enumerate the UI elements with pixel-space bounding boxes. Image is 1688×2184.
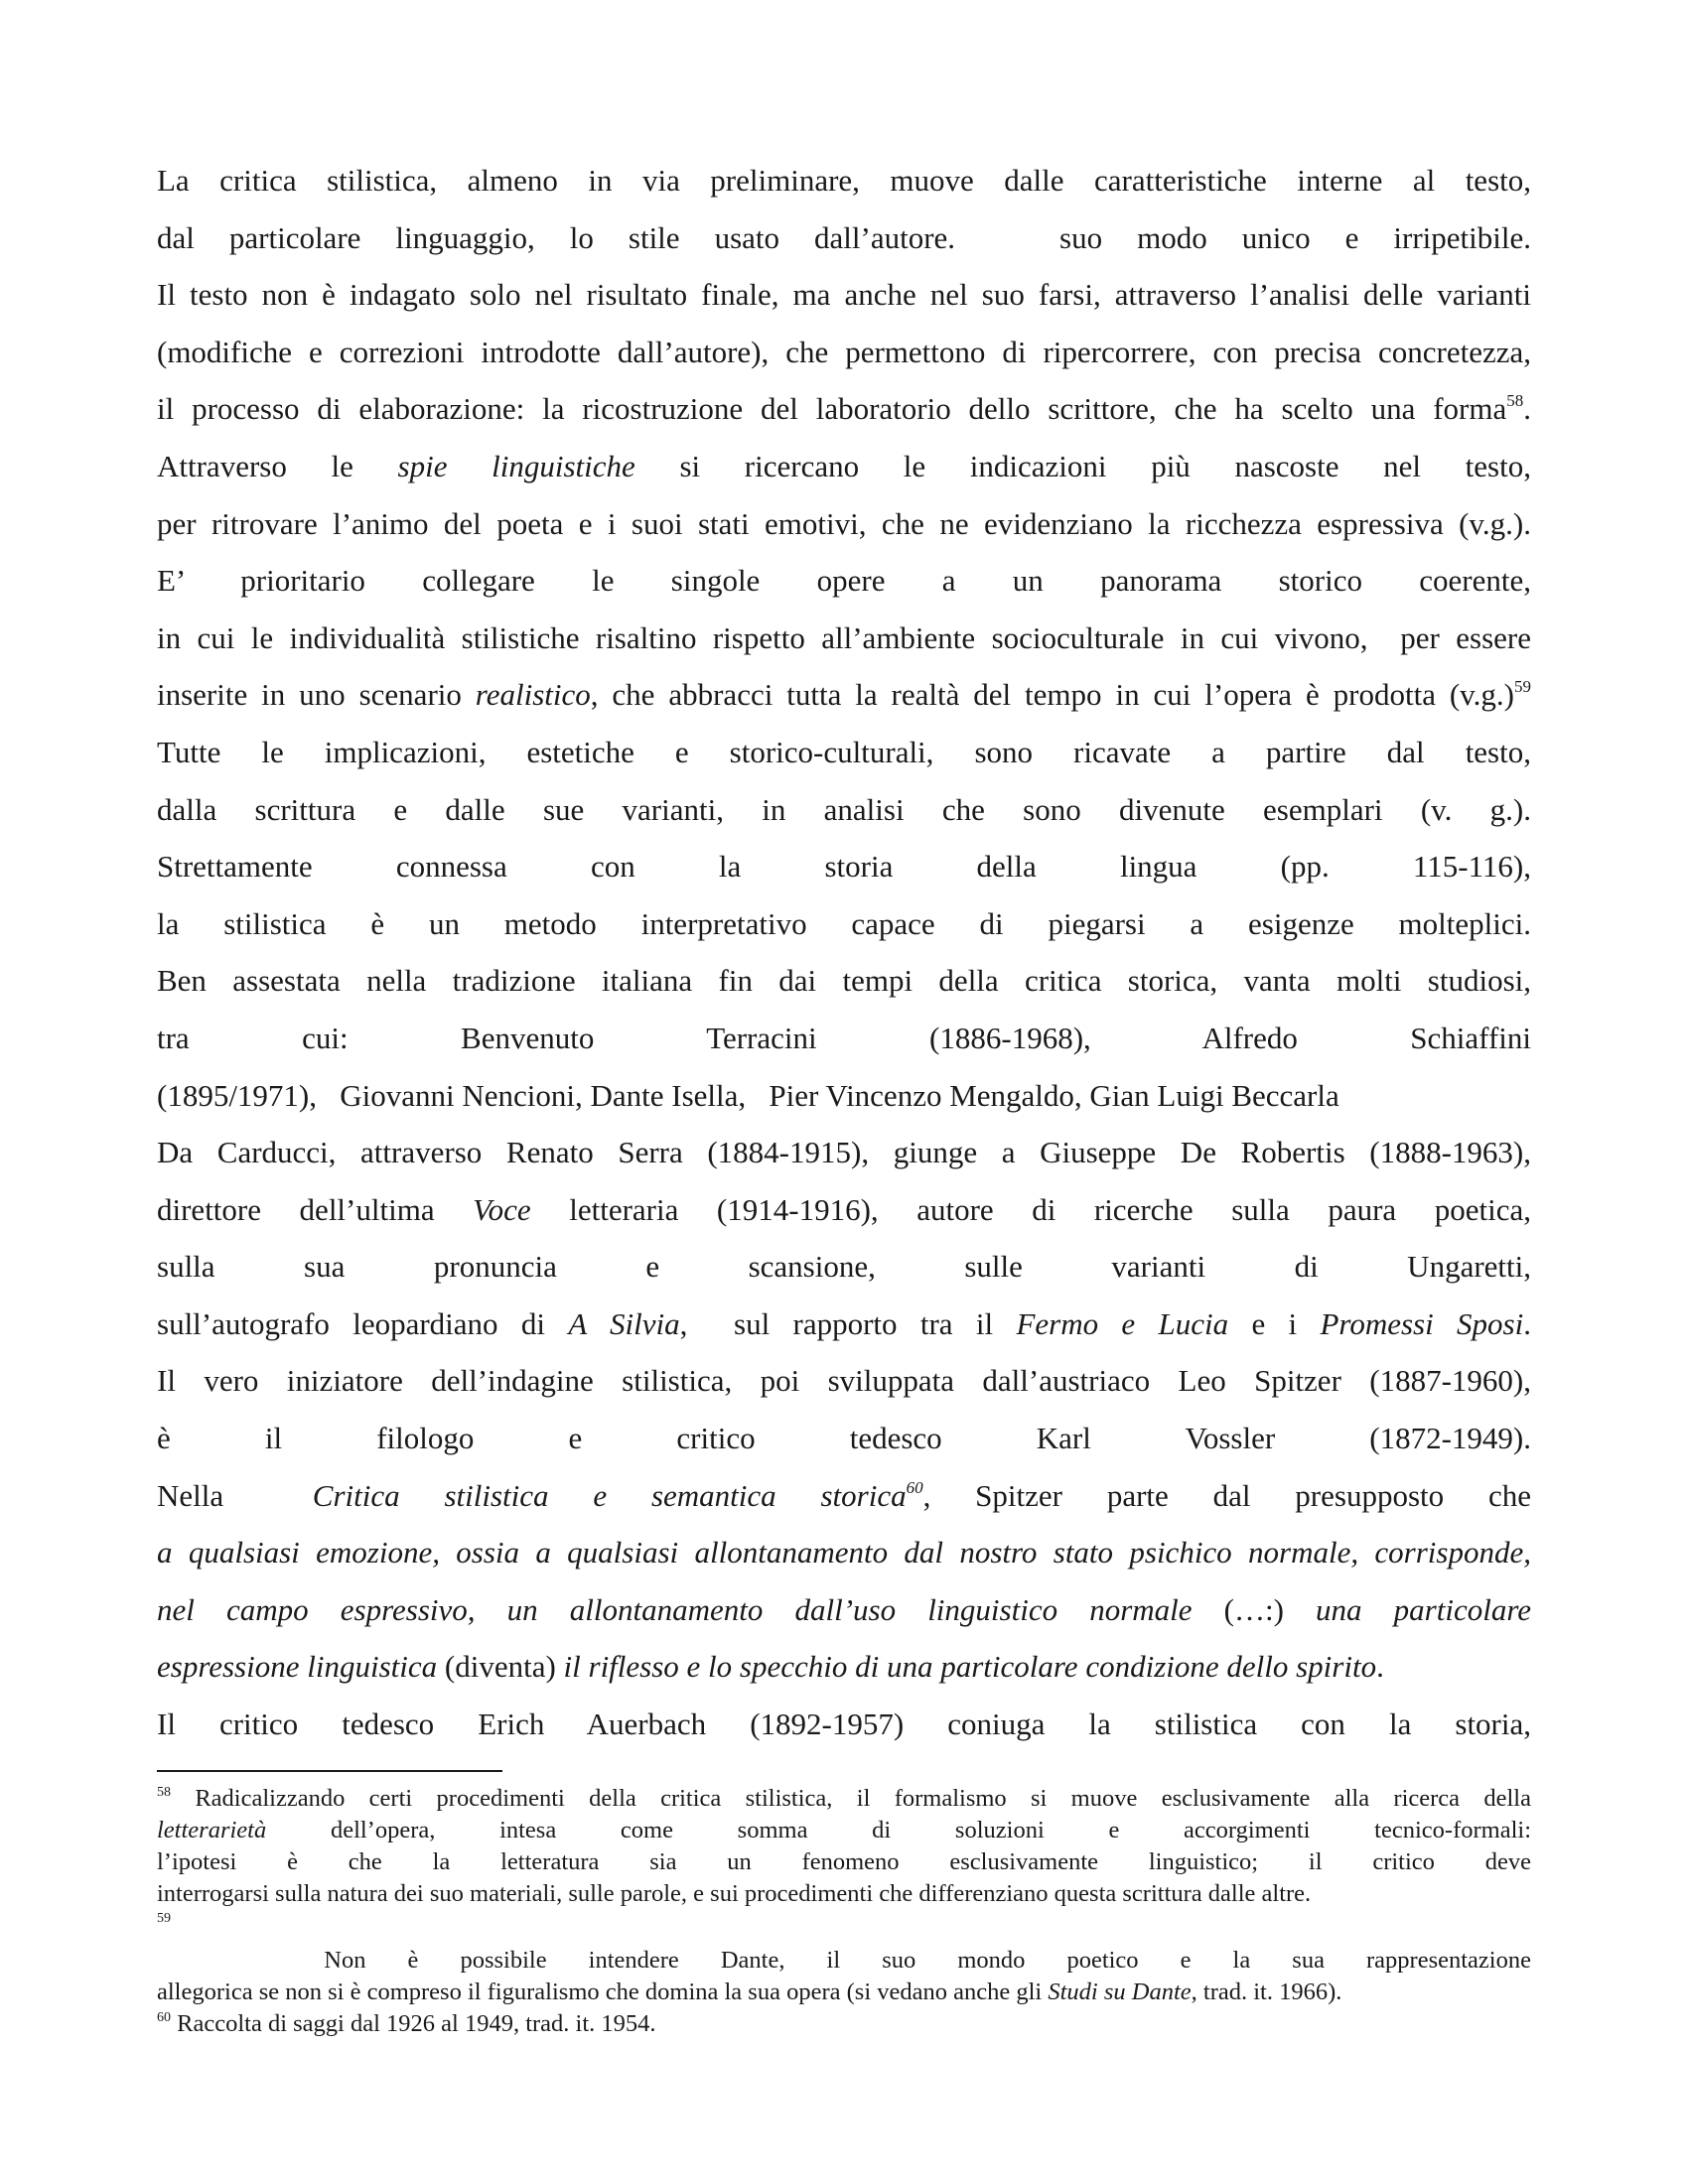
- footnotes: [157, 1783, 1531, 2040]
- document-page: [157, 152, 1531, 2037]
- text-line: il processo di elaborazione: la ricostruzione del laboratorio dello scrittore, che ha scelto una forma$^{58}$.: [157, 391, 1531, 427]
- footnote-ref-58[interactable]: 58: [1506, 391, 1524, 411]
- text-line: sull’autografo leopardiano di A Silvia, sul rapporto tra il Fermo e Lucia e i Promessi Sposi.: [157, 1305, 1531, 1341]
- text-line: dal particolare linguaggio, lo stile usato dall’autore. suo modo unico e irripetibile.: [157, 219, 1531, 255]
- footnote-ref-60[interactable]: 60: [906, 1477, 923, 1497]
- footnote-separator: [157, 1770, 502, 1772]
- footnote-mark: 60: [157, 2010, 171, 2025]
- footnote-mark: 59: [157, 1911, 171, 1926]
- text-line: (1895/1971), Giovanni Nencioni, Dante Isella, Pier Vincenzo Mengaldo, Gian Luigi Beccarla: [157, 1077, 1339, 1113]
- text-line: la stilistica è un metodo interpretativo capace di piegarsi a esigenze molteplici.: [157, 905, 1531, 941]
- text-line: Da Carducci, attraverso Renato Serra (1884-1915), giunge a Giuseppe De Robertis (1888-1963),: [157, 1135, 1531, 1170]
- footnote-line: allegorica se non si è compreso il figuralismo che domina la sua opera (si vedano anche gli Studi su Dante, trad. it. 1966).: [157, 1979, 1342, 2005]
- text-line: nel campo espressivo, un allontanamento dall’uso linguistico normale (…:) una particolare: [157, 1591, 1531, 1627]
- text-line: a qualsiasi emozione, ossia a qualsiasi allontanamento dal nostro stato psichico normale, corrisponde,: [157, 1535, 1531, 1570]
- text-line: E’ prioritario collegare le singole opere a un panorama storico coerente,: [157, 563, 1531, 599]
- text-line: Il critico tedesco Erich Auerbach (1892-1957) coniuga la stilistica con la storia,: [157, 1706, 1531, 1742]
- text-line: La critica stilistica, almeno in via preliminare, muove dalle caratteristiche interne al testo,: [157, 163, 1531, 198]
- text-line: Il testo non è indagato solo nel risultato finale, ma anche nel suo farsi, attraverso l’analisi delle varianti: [157, 277, 1531, 313]
- text-line: sulla sua pronuncia e scansione, sulle varianti di Ungaretti,: [157, 1249, 1531, 1285]
- footnote-ref-59[interactable]: 59: [1514, 677, 1531, 697]
- text-line: Ben assestata nella tradizione italiana fin dai tempi della critica storica, vanta molti studiosi,: [157, 963, 1531, 999]
- text-line: dalla scrittura e dalle sue varianti, in analisi che sono divenute esemplari (v. g.).: [157, 791, 1531, 827]
- text-line: (modifiche e correzioni introdotte dall’autore), che permettono di ripercorrere, con precisa concretezza,: [157, 334, 1531, 369]
- text-line: espressione linguistica (diventa) il riflesso e lo specchio di una particolare condizione dello spirito.: [157, 1649, 1384, 1685]
- text-line: tra cui: Benvenuto Terracini (1886-1968), Alfredo Schiaffini: [157, 1020, 1531, 1055]
- text-line: per ritrovare l’animo del poeta e i suoi stati emotivi, che ne evidenziano la ricchezza espressiva (v.g.).: [157, 505, 1531, 541]
- text-line: in cui le individualità stilistiche risaltino rispetto all’ambiente socioculturale in cui vivono, per essere: [157, 619, 1531, 655]
- text-line: inserite in uno scenario realistico, che abbracci tutta la realtà del tempo in cui l’opera è prodotta (v.g.)$^{59}$: [157, 677, 1531, 713]
- footnote-60: $^{60}$ Raccolta di saggi dal 1926 al 1949, trad. it. 1954.: [157, 2010, 656, 2037]
- footnote-59: Non è possibile intendere Dante, il suo mondo poetico e la sua rappresentazione: [157, 1947, 1531, 1974]
- footnote-mark: 58: [157, 1785, 171, 1800]
- text-line: direttore dell’ultima Voce letteraria (1914-1916), autore di ricerche sulla paura poetica,: [157, 1191, 1531, 1227]
- body-text: [157, 152, 1531, 1753]
- text-line: Attraverso le spie linguistiche si ricercano le indicazioni più nascoste nel testo,: [157, 448, 1531, 483]
- footnote-line: l’ipotesi è che la letteratura sia un fenomeno esclusivamente linguistico; il critico deve: [157, 1848, 1531, 1875]
- footnote-line: interrogarsi sulla natura dei suo materiali, sulle parole, e sui procedimenti che differenziano questa scrittura dalle altre.: [157, 1880, 1312, 1907]
- text-line: Strettamente connessa con la storia della lingua (pp. 115-116),: [157, 849, 1531, 885]
- text-line: Il vero iniziatore dell’indagine stilistica, poi sviluppata dall’austriaco Leo Spitzer (1887-1960),: [157, 1363, 1531, 1399]
- text-line: Tutte le implicazioni, estetiche e storico-culturali, sono ricavate a partire dal testo,: [157, 734, 1531, 769]
- text-line: Nella Critica stilistica e semantica storica$^{60}$, Spitzer parte dal presupposto che: [157, 1477, 1531, 1513]
- footnote-58: $^{58}$ Radicalizzando certi procedimenti della critica stilistica, il formalismo si muove esclusivamente alla ricerca della: [157, 1785, 1531, 1812]
- text-line: è il filologo e critico tedesco Karl Vossler (1872-1949).: [157, 1421, 1531, 1456]
- footnote-line: letterarietà dell’opera, intesa come somma di soluzioni e accorgimenti tecnico-formali:: [157, 1817, 1531, 1843]
